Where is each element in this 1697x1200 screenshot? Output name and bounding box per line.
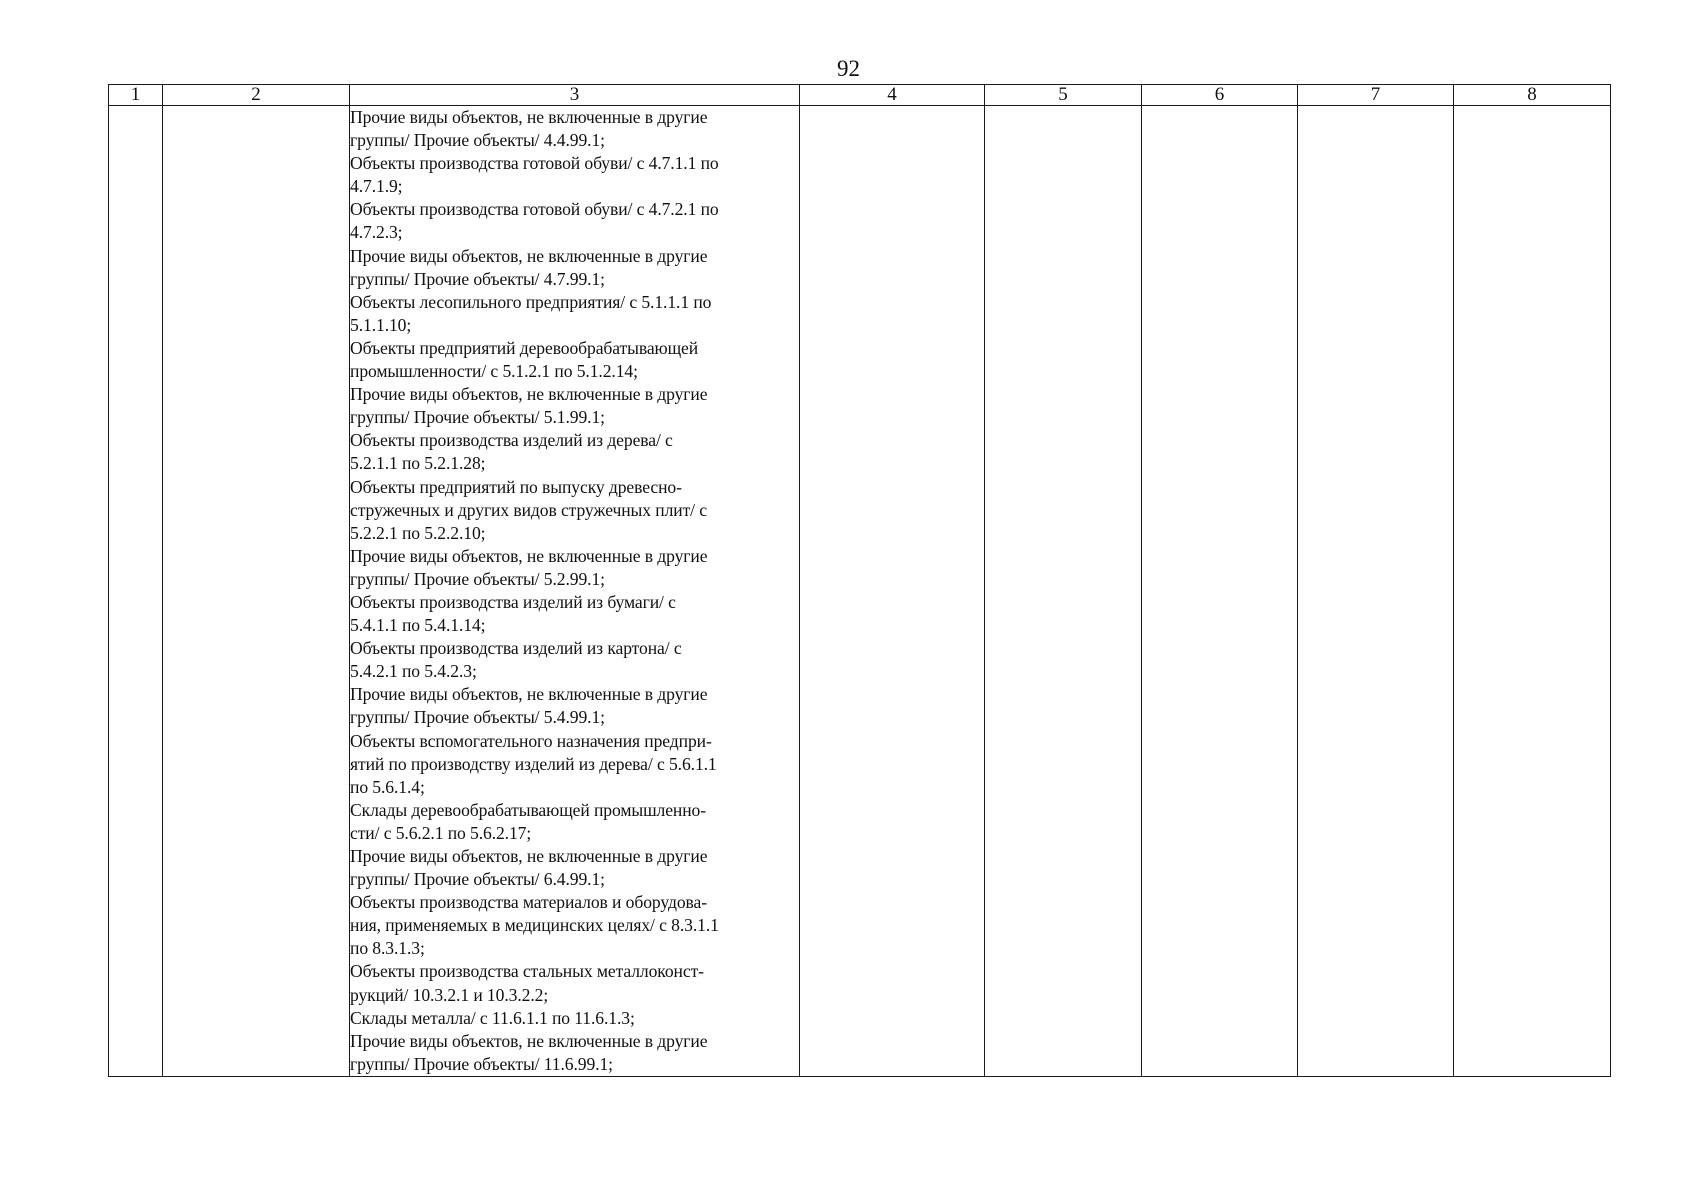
column-header-4: 4 — [800, 85, 985, 106]
text-line: Объекты производства стальных металлоконст- — [350, 961, 704, 982]
text-line: группы/ Прочие объекты/ 4.4.99.1; — [350, 130, 605, 151]
text-line: промышленности/ с 5.1.2.1 по 5.1.2.14; — [350, 361, 638, 382]
column-header-8: 8 — [1454, 85, 1611, 106]
text-line: 5.1.1.10; — [350, 314, 412, 335]
text-line: Прочие виды объектов, не включенные в другие — [350, 384, 708, 405]
text-line: Склады металла/ с 11.6.1.1 по 11.6.1.3; — [350, 1007, 635, 1028]
cell-col-7 — [1298, 106, 1454, 1077]
text-line: Объекты производства готовой обуви/ с 4.7.2.1 по — [350, 199, 719, 220]
text-line: Объекты предприятий деревообрабатывающей — [350, 337, 699, 358]
text-line: группы/ Прочие объекты/ 5.2.99.1; — [350, 568, 605, 589]
document-table — [108, 84, 1611, 1077]
header-row — [109, 85, 1611, 106]
text-line: Объекты производства изделий из картона/ с — [350, 638, 682, 659]
cell-col-2 — [163, 106, 350, 1077]
text-line: 4.7.1.9; — [350, 176, 403, 197]
column-header-7: 7 — [1298, 85, 1454, 106]
page-number-text: 92 — [837, 56, 860, 81]
text-line: Объекты производства изделий из дерева/ с — [350, 430, 673, 451]
text-line: Склады деревообрабатывающей промышленно- — [350, 799, 707, 820]
text-line: Прочие виды объектов, не включенные в другие — [350, 846, 708, 866]
text-line: 4.7.2.3; — [350, 222, 403, 243]
text-line: Прочие виды объектов, не включенные в другие — [350, 1030, 708, 1051]
text-line: группы/ Прочие объекты/ 5.1.99.1; — [350, 407, 605, 428]
text-line: Прочие виды объектов, не включенные в другие — [350, 245, 708, 266]
text-line: 5.4.1.1 по 5.4.1.14; — [350, 615, 486, 636]
column-header-5: 5 — [985, 85, 1142, 106]
cell-col-3 — [350, 106, 800, 1077]
column-header-3: 3 — [350, 85, 800, 106]
text-line: группы/ Прочие объекты/ 5.4.99.1; — [350, 707, 605, 728]
cell-col-4 — [800, 106, 985, 1077]
column-header-2: 2 — [163, 85, 350, 106]
text-line: Объекты лесопильного предприятия/ с 5.1.1.1 по — [350, 291, 712, 312]
text-line: ния, применяемых в медицинских целях/ с 8.3.1.1 — [350, 915, 719, 936]
text-line: 5.4.2.1 по 5.4.2.3; — [350, 661, 477, 682]
text-line: Прочие виды объектов, не включенные в другие — [350, 684, 708, 705]
text-line: 5.2.1.1 по 5.2.1.28; — [350, 453, 486, 474]
text-line: Объекты производства изделий из бумаги/ с — [350, 591, 676, 612]
text-line: Объекты производства материалов и оборудова- — [350, 892, 707, 913]
text-line: по 8.3.1.3; — [350, 938, 425, 959]
text-line: Объекты производства готовой обуви/ с 4.7.1.1 по — [350, 153, 719, 174]
page-number — [0, 56, 1697, 82]
text-line: группы/ Прочие объекты/ 4.7.99.1; — [350, 268, 605, 289]
text-line: Прочие виды объектов, не включенные в другие — [350, 107, 708, 127]
column-header-1: 1 — [109, 85, 163, 106]
cell-col-5 — [985, 106, 1142, 1077]
text-line: рукций/ 10.3.2.1 и 10.3.2.2; — [350, 984, 549, 1005]
cell-col-8 — [1454, 106, 1611, 1077]
column-header-6: 6 — [1142, 85, 1298, 106]
text-line: ятий по производству изделий из дерева/ с 5.6.1.1 — [350, 753, 717, 774]
text-line: Прочие виды объектов, не включенные в другие — [350, 545, 708, 566]
text-line: сти/ с 5.6.2.1 по 5.6.2.17; — [350, 822, 532, 843]
text-line: Объекты предприятий по выпуску древесно- — [350, 476, 682, 497]
text-line: Объекты вспомогательного назначения предпри- — [350, 730, 712, 751]
text-line: 5.2.2.1 по 5.2.2.10; — [350, 522, 486, 543]
cell-col-1 — [109, 106, 163, 1077]
text-line: по 5.6.1.4; — [350, 776, 425, 797]
cell-col-6 — [1142, 106, 1298, 1077]
text-line: группы/ Прочие объекты/ 11.6.99.1; — [350, 1053, 613, 1074]
text-line: стружечных и других видов стружечных плит/ с — [350, 499, 707, 520]
text-line: группы/ Прочие объекты/ 6.4.99.1; — [350, 869, 605, 890]
table-row — [109, 106, 1611, 1077]
